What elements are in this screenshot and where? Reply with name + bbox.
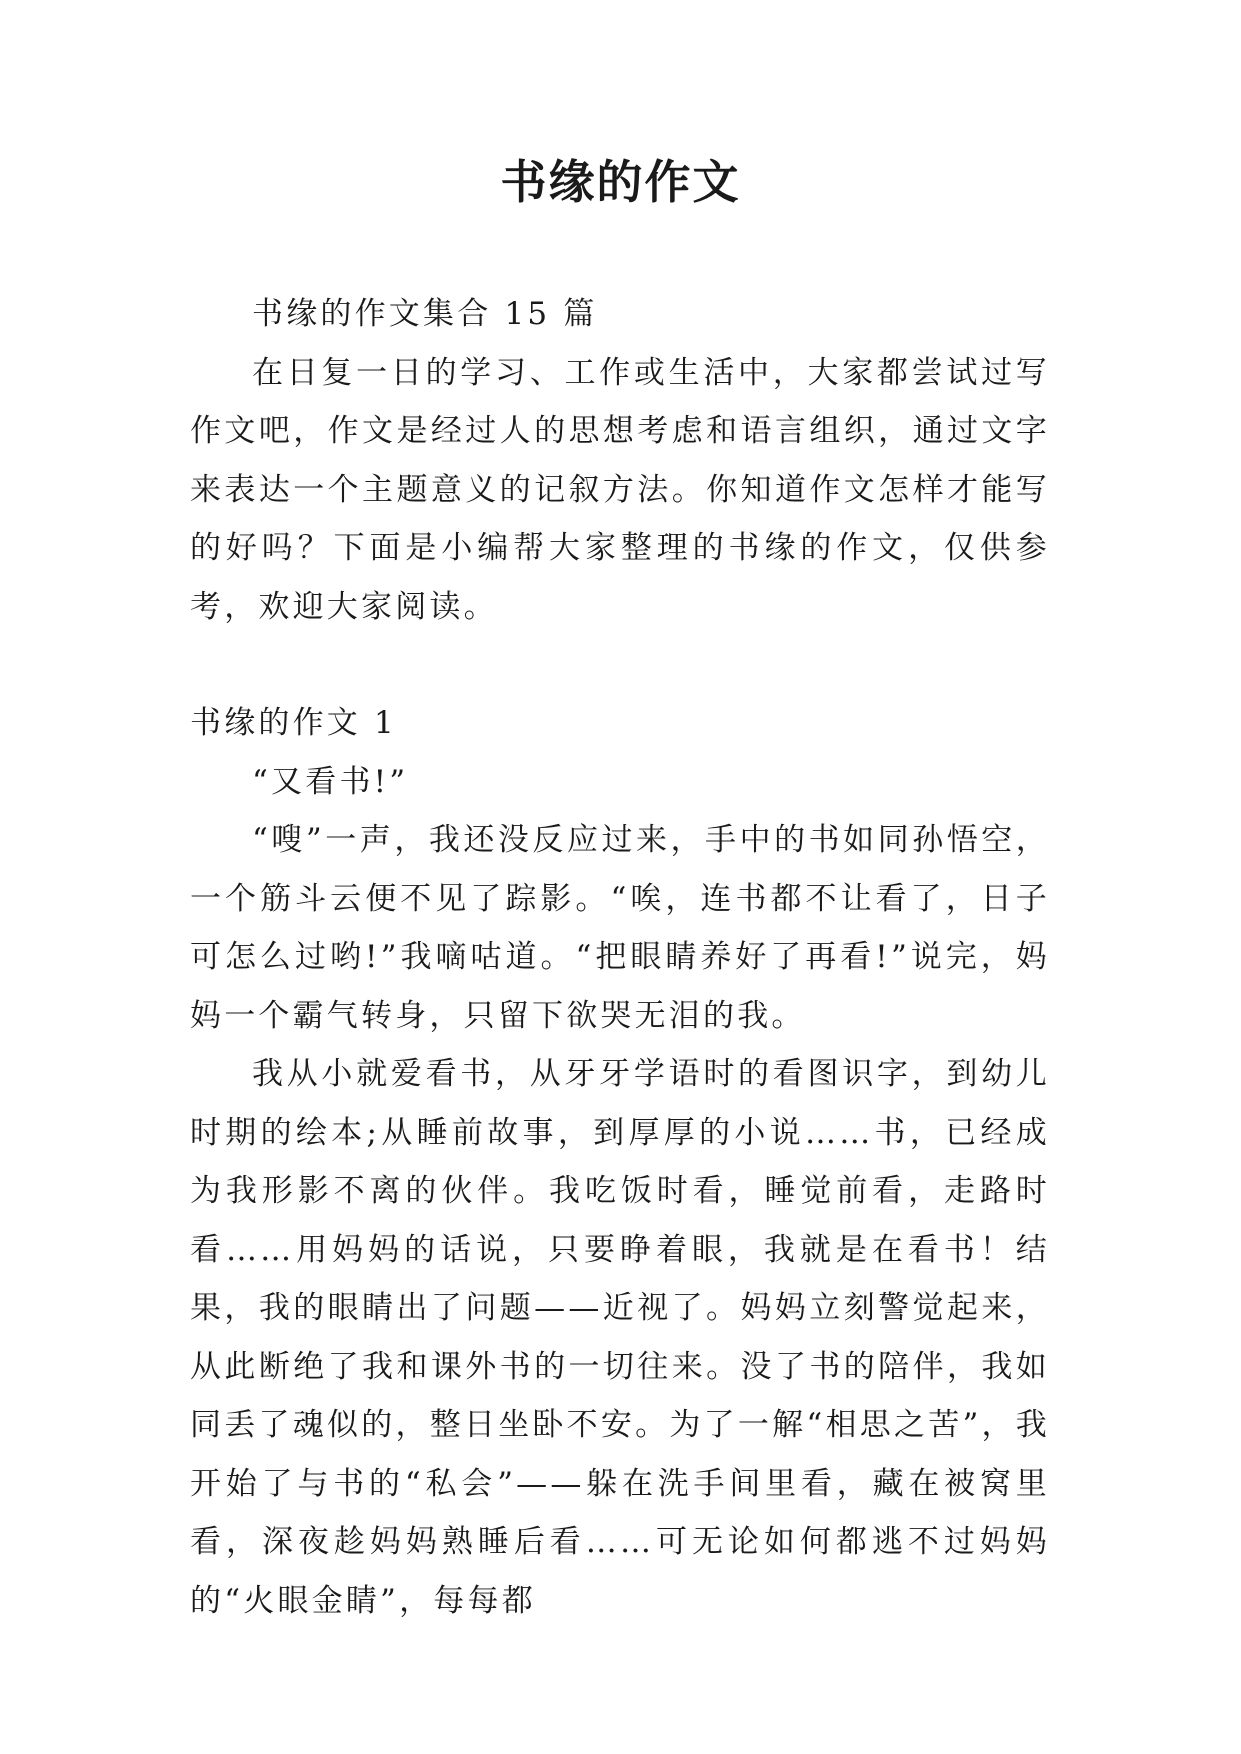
document-body [190,285,1050,1630]
intro-paragraph: 在日复一日的学习、工作或生活中，大家都尝试过写作文吧，作文是经过人的思想考虑和语言组织，通过文字来表达一个主题意义的记叙方法。你知道作文怎样才能写的好吗？下面是小编帮大家整理的书缘的作文，仅供参考，欢迎大家阅读。 [190,354,1050,625]
paragraph: “又看书!” [252,763,409,800]
paragraph: “嗖”一声，我还没反应过来，手中的书如同孙悟空，一个筋斗云便不见了踪影。“唉，连书都不让看了，日子可怎么过哟!”我嘀咕道。“把眼睛养好了再看!”说完，妈妈一个霸气转身，只留下欲哭无泪的我。 [190,822,1050,1034]
collection-subtitle: 书缘的作文集合 15 篇 [252,296,598,332]
document-title: 书缘的作文 [500,155,741,209]
section-heading: 书缘的作文 1 [190,705,397,741]
paragraph: 我从小就爱看书，从牙牙学语时的看图识字，到幼儿时期的绘本;从睡前故事，到厚厚的小说……书，已经成为我形影不离的伙伴。我吃饭时看，睡觉前看，走路时看……用妈妈的话说，只要睁着眼，我就是在看书！结果，我的眼睛出了问题——近视了。妈妈立刻警觉起来，从此断绝了我和课外书的一切往来。没了书的陪伴，我如同丢了魂似的，整日坐卧不安。为了一解“相思之苦”，我开始了与书的“私会”——躲在洗手间里看，藏在被窝里看，深夜趁妈妈熟睡后看……可无论如何都逃不过妈妈的“火眼金睛”，每每都 [190,1056,1050,1619]
